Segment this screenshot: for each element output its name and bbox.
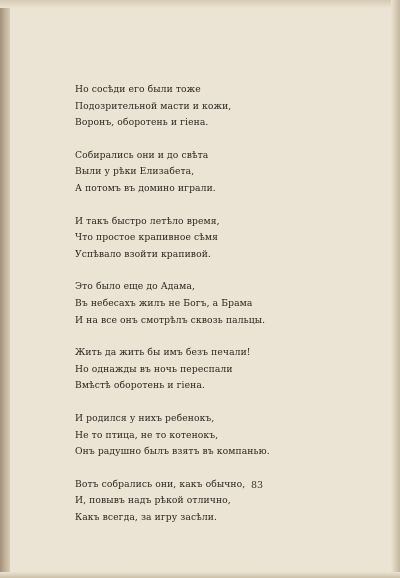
poem-line: Подозрительной масти и кожи, xyxy=(75,100,232,112)
poem-body xyxy=(75,82,345,542)
stanza-7 xyxy=(75,477,345,527)
poem-line: И родился у нихъ ребенокъ, xyxy=(75,412,215,424)
poem-line: И на все онъ смотрѣлъ сквозь пальцы. xyxy=(75,314,266,326)
poem-line: Вотъ собрались они, какъ обычно, xyxy=(75,478,246,490)
stanza-6 xyxy=(75,411,345,461)
page-number: 83 xyxy=(251,480,264,491)
poem-line: Не то птица, не то котенокъ, xyxy=(75,429,219,441)
poem-line: Успѣвало взойти крапивой. xyxy=(75,248,211,260)
page-bottom-edge xyxy=(0,572,400,578)
poem-line: Въ небесахъ жилъ не Богъ, а Брама xyxy=(75,297,253,309)
poem-line: А потомъ въ домино играли. xyxy=(75,182,216,194)
stanza-2 xyxy=(75,148,345,198)
poem-line: И, повывъ надъ рѣкой отлично, xyxy=(75,495,231,507)
page-top-edge xyxy=(0,0,400,8)
stanza-4 xyxy=(75,279,345,329)
poem-line: Но сосѣди его были тоже xyxy=(75,84,201,95)
poem-line: Но однажды въ ночь переспали xyxy=(75,363,233,375)
poem-line: Что простое крапивное сѣмя xyxy=(75,232,219,244)
poem-line: Это было еще до Адама, xyxy=(75,281,195,293)
stanza-5 xyxy=(75,345,345,395)
poem-line: Какъ всегда, за игру засѣли. xyxy=(75,511,218,523)
stanza-1 xyxy=(75,82,345,132)
poem-line: Жить да жить бы имъ безъ печали! xyxy=(75,347,251,359)
poem-line: Воронъ, оборотень и гіена. xyxy=(75,117,209,129)
poem-line: Собирались они и до свѣта xyxy=(75,149,209,161)
poem-line: Вмѣстѣ оборотень и гіена. xyxy=(75,380,205,392)
poem-line: И такъ быстро летѣло время, xyxy=(75,215,220,227)
page-binding-shadow xyxy=(0,0,10,578)
stanza-3 xyxy=(75,214,345,264)
page-right-edge xyxy=(391,0,400,578)
poem-line: Выли у рѣки Елизабета, xyxy=(75,166,195,178)
poem-line: Онъ радушно былъ взятъ въ компанью. xyxy=(75,446,270,458)
